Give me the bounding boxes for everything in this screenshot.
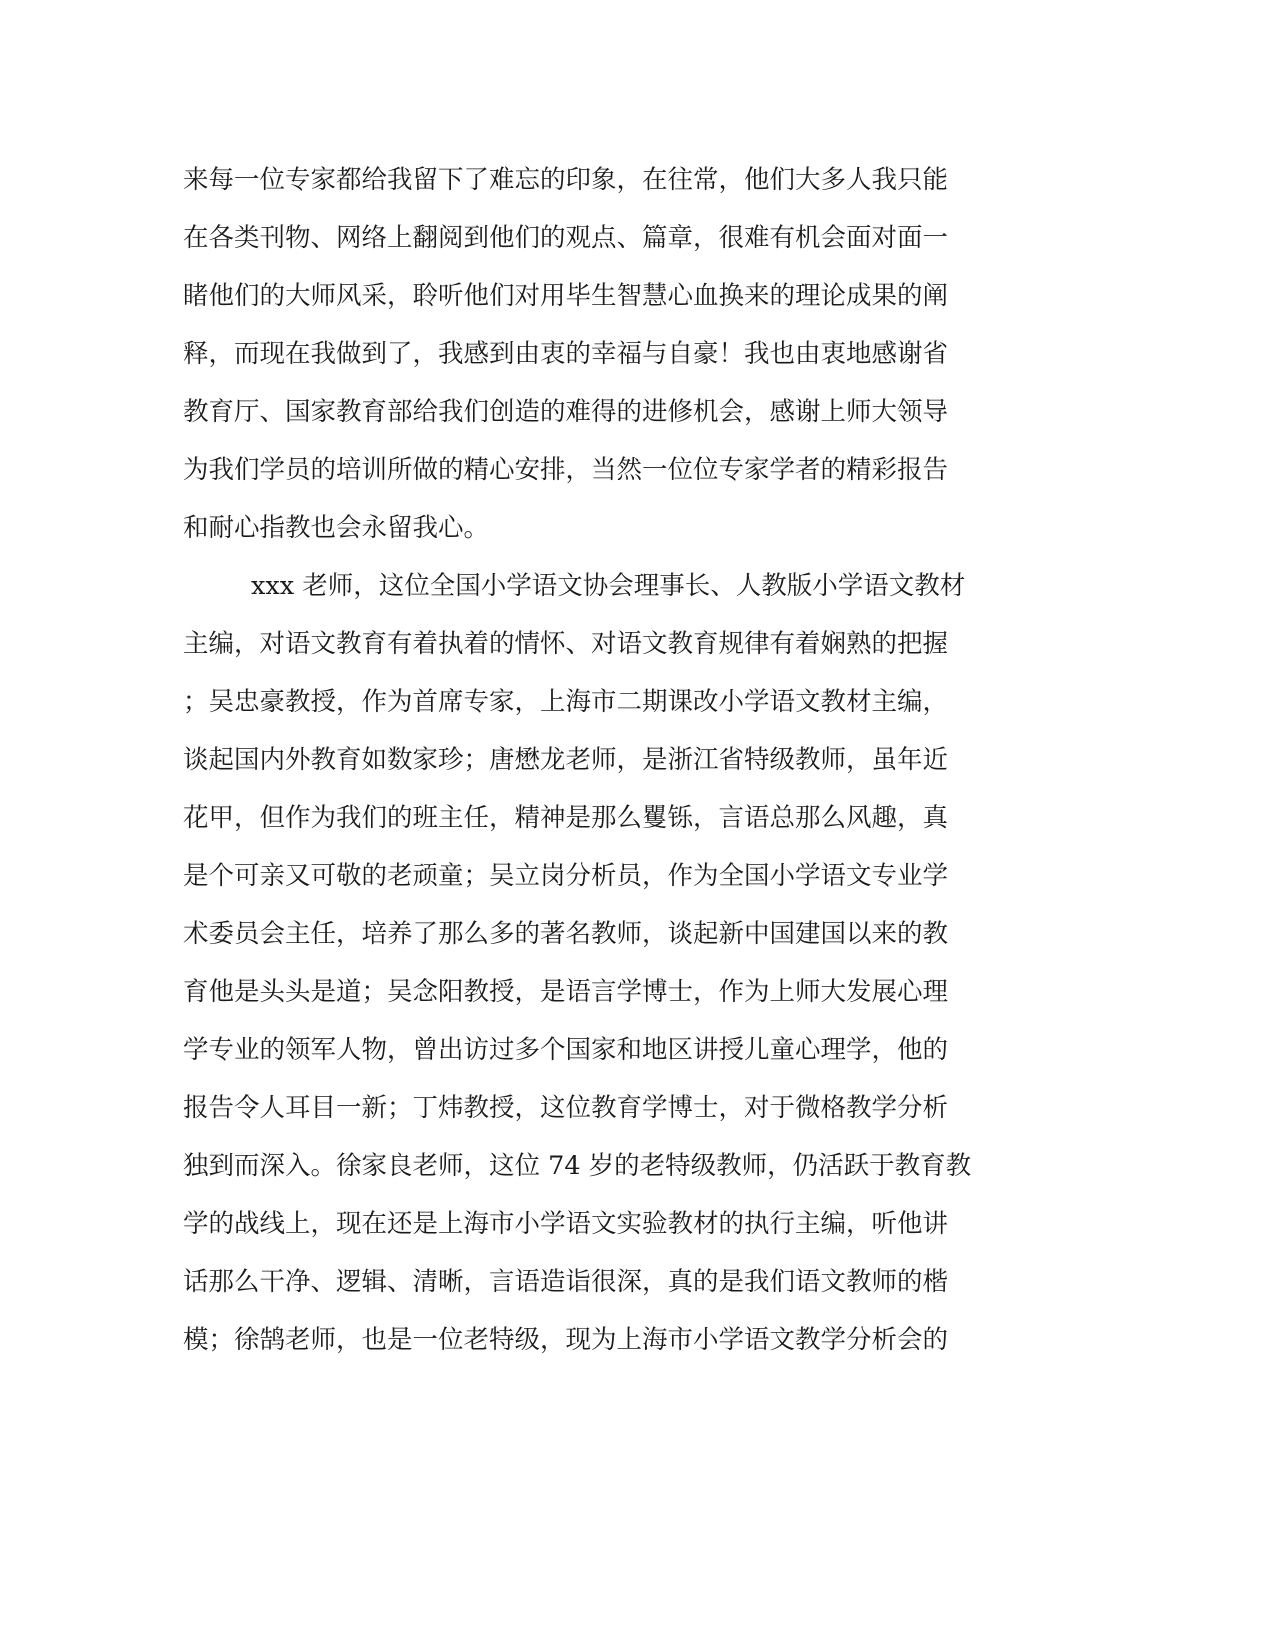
text-line: 学的战线上，现在还是上海市小学语文实验教材的执行主编，听他讲 (183, 1209, 949, 1239)
text-line: 花甲，但作为我们的班主任，精神是那么矍铄，言语总那么风趣，真 (183, 803, 949, 833)
text-line: 来每一位专家都给我留下了难忘的印象，在往常，他们大多人我只能 (183, 165, 949, 195)
text-line: 育他是头头是道；吴念阳教授，是语言学博士，作为上师大发展心理 (183, 977, 949, 1007)
text-line: 睹他们的大师风采，聆听他们对用毕生智慧心血换来的理论成果的阐 (183, 281, 949, 311)
text-line: 为我们学员的培训所做的精心安排，当然一位位专家学者的精彩报告 (183, 455, 949, 485)
text-line: 释，而现在我做到了，我感到由衷的幸福与自豪！我也由衷地感谢省 (183, 339, 949, 369)
text-line: 主编，对语文教育有着执着的情怀、对语文教育规律有着娴熟的把握 (183, 629, 949, 659)
text-line: 谈起国内外教育如数家珍；唐懋龙老师，是浙江省特级教师，虽年近 (183, 745, 949, 775)
text-line: 教育厅、国家教育部给我们创造的难得的进修机会，感谢上师大领导 (183, 397, 949, 427)
text-line: 术委员会主任，培养了那么多的著名教师，谈起新中国建国以来的教 (183, 919, 949, 949)
text-line: 和耐心指教也会永留我心。 (183, 513, 490, 543)
text-line: 学专业的领军人物，曾出访过多个国家和地区讲授儿童心理学，他的 (183, 1035, 949, 1065)
text-line: 话那么干净、逻辑、清晰，言语造诣很深，真的是我们语文教师的楷 (183, 1267, 949, 1297)
text-line: ；吴忠豪教授，作为首席专家，上海市二期课改小学语文教材主编， (183, 687, 949, 717)
paragraph-start-line: xxx 老师，这位全国小学语文协会理事长、人教版小学语文教材 (251, 571, 966, 601)
text-line: 独到而深入。徐家良老师，这位 74 岁的老特级教师，仍活跃于教育教 (183, 1151, 972, 1181)
text-line: 报告令人耳目一新；丁炜教授，这位教育学博士，对于微格教学分析 (183, 1093, 949, 1123)
text-line: 是个可亲又可敬的老顽童；吴立岗分析员，作为全国小学语文专业学 (183, 861, 949, 891)
text-line: 模；徐鹄老师，也是一位老特级，现为上海市小学语文教学分析会的 (183, 1325, 949, 1355)
text-line: 在各类刊物、网络上翻阅到他们的观点、篇章，很难有机会面对面一 (183, 223, 949, 253)
